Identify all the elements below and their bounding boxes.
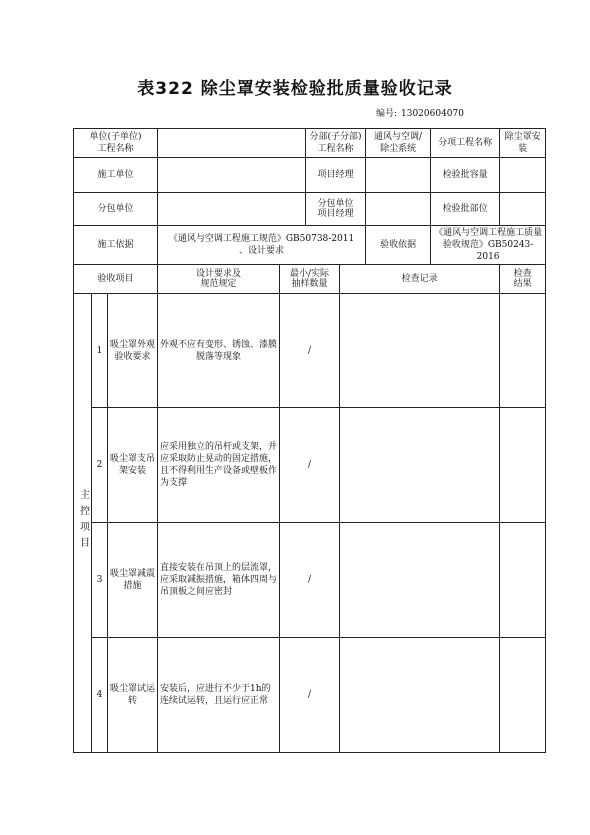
- inspection-record[interactable]: [340, 294, 500, 408]
- subitem-project-label: 分项工程名称: [431, 129, 500, 158]
- subitem-project-value[interactable]: 除尘罩安装: [500, 129, 546, 158]
- inspection-record[interactable]: [340, 408, 500, 523]
- sample-quantity[interactable]: /: [280, 408, 340, 523]
- page-title: 表322 除尘罩安装检验批质量验收记录: [137, 79, 453, 99]
- sub-project-manager-value[interactable]: [366, 193, 431, 226]
- col-sample-quantity: 最小/实际 抽样数量: [280, 265, 340, 294]
- unit-project-label: 单位(子单位) 工程名称: [74, 129, 158, 158]
- item-name: 吸尘罩试运转: [108, 638, 158, 753]
- batch-capacity-label: 检验批容量: [431, 158, 500, 193]
- row-number: 1: [92, 294, 108, 408]
- subcontractor-value[interactable]: [158, 193, 306, 226]
- col-inspection-record: 检查记录: [340, 265, 500, 294]
- inspection-result[interactable]: [500, 523, 546, 638]
- construction-basis-value[interactable]: 《通风与空调工程施工规范》GB50738-2011 、设计要求: [158, 226, 366, 265]
- item-name: 吸尘罩减震措施: [108, 523, 158, 638]
- item-requirement: 直接安装在吊顶上的层流罩，应采取减振措施，箱体四周与吊顶板之间应密封: [158, 523, 280, 638]
- col-inspection-result: 检查 结果: [500, 265, 546, 294]
- project-manager-value[interactable]: [366, 158, 431, 193]
- subcontractor-label: 分包单位: [74, 193, 158, 226]
- category-main-control: [74, 294, 92, 753]
- division-project-value[interactable]: 通风与空调/ 除尘系统: [366, 129, 431, 158]
- item-requirement: 应采用独立的吊杆或支架，并应采取防止晃动的固定措施，且不得利用生产设备或壁板作为支撑: [158, 408, 280, 523]
- division-project-label: 分部(子分部) 工程名称: [306, 129, 366, 158]
- item-requirement: 安装后，应进行不少于1h的连续试运转，且运行应正常: [158, 638, 280, 753]
- col-acceptance-item: 验收项目: [74, 265, 158, 294]
- construction-basis-label: 施工依据: [74, 226, 158, 265]
- doc-no-value: 13020604070: [401, 109, 464, 119]
- sample-quantity[interactable]: /: [280, 523, 340, 638]
- inspection-result[interactable]: [500, 294, 546, 408]
- document-number: [372, 106, 464, 119]
- inspection-record[interactable]: [340, 523, 500, 638]
- project-manager-label: 项目经理: [306, 158, 366, 193]
- item-requirement: 外观不应有变形、锈蚀、漆膜脱落等现象: [158, 294, 280, 408]
- acceptance-basis-label: 验收依据: [366, 226, 431, 265]
- unit-project-value[interactable]: [158, 129, 306, 158]
- batch-part-value[interactable]: [500, 193, 546, 226]
- col-requirement: 设计要求及 规范规定: [158, 265, 280, 294]
- sample-quantity[interactable]: /: [280, 638, 340, 753]
- batch-part-label: 检验批部位: [431, 193, 500, 226]
- inspection-result[interactable]: [500, 408, 546, 523]
- category-label: 主控项目: [77, 489, 89, 553]
- acceptance-basis-value[interactable]: 《通风与空调工程施工质量验收规范》GB50243-2016: [431, 226, 546, 265]
- contractor-value[interactable]: [158, 158, 306, 193]
- item-name: 吸尘罩支吊架安装: [108, 408, 158, 523]
- sample-quantity[interactable]: /: [280, 294, 340, 408]
- batch-capacity-value[interactable]: [500, 158, 546, 193]
- inspection-record-table: [73, 128, 546, 753]
- doc-no-label: 编号:: [375, 109, 397, 119]
- inspection-result[interactable]: [500, 638, 546, 753]
- contractor-label: 施工单位: [74, 158, 158, 193]
- row-number: 3: [92, 523, 108, 638]
- item-name: 吸尘罩外观验收要求: [108, 294, 158, 408]
- sub-project-manager-label: 分包单位 项目经理: [306, 193, 366, 226]
- inspection-record[interactable]: [340, 638, 500, 753]
- row-number: 2: [92, 408, 108, 523]
- row-number: 4: [92, 638, 108, 753]
